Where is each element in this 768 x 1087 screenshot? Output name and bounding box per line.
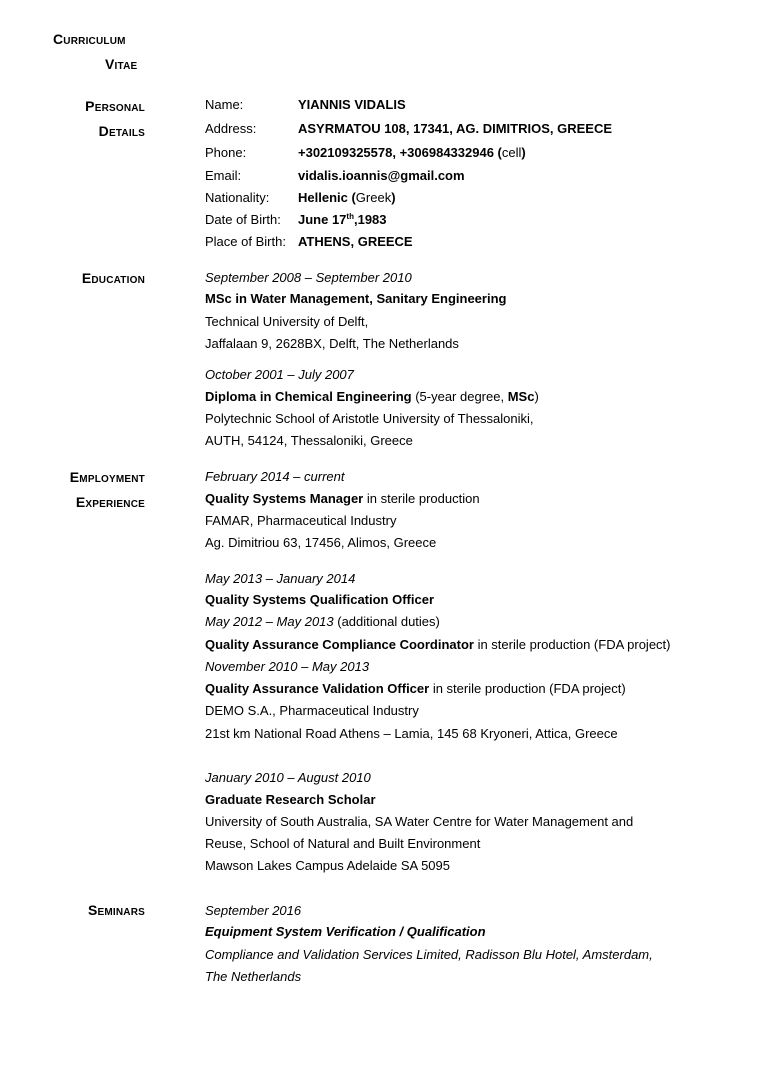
demo-role1: [205, 589, 434, 611]
phone-label: Phone:: [205, 145, 247, 160]
famar-address: Ag. Dimitriou 63, 17456, Alimos, Greece: [205, 535, 437, 550]
personal-address-row: [205, 118, 612, 140]
famar-dates: February 2014 – current: [205, 469, 345, 484]
edu1-dates: September 2008 – September 2010: [205, 270, 412, 285]
phone-value: +302109325578, +306984332946 (: [298, 145, 502, 160]
unisa-role: [205, 789, 376, 811]
demo-role1-title: Quality Systems Qualification Officer: [205, 592, 435, 607]
personal-nationality-row: [205, 187, 396, 209]
edu2-dates: October 2001 – July 2007: [205, 367, 354, 382]
nationality-close: ): [391, 190, 396, 205]
unisa-dates: January 2010 – August 2010: [205, 770, 371, 785]
unisa-role-title: Graduate Research Scholar: [205, 792, 376, 807]
personal-email-row: [205, 165, 465, 187]
seminar-org-line2: The Netherlands: [205, 969, 302, 984]
nationality-label: Nationality:: [205, 190, 270, 205]
personal-phone-row: [205, 142, 526, 164]
edu2-institution: Polytechnic School of Aristotle University of Thessaloniki,: [205, 411, 534, 426]
cv-title-line1: Curriculum: [53, 31, 126, 47]
unisa-address: Mawson Lakes Campus Adelaide SA 5095: [205, 858, 450, 873]
address-value: ASYRMATOU 108, 17341, AG. DIMITRIOS, GREECE: [298, 121, 613, 136]
demo-role3-title: Quality Assurance Validation Officer: [205, 681, 430, 696]
demo-dates2-note: (additional duties): [333, 614, 440, 629]
edu1-degree-text: MSc in Water Management, Sanitary Engineering: [205, 291, 507, 306]
phone-cell-note: cell: [501, 145, 522, 160]
name-value: YIANNIS VIDALIS: [298, 97, 406, 112]
demo-address: 21st km National Road Athens – Lamia, 145 68 Kryoneri, Attica, Greece: [205, 726, 618, 741]
section-heading-education: Education: [81, 270, 145, 286]
demo-dates2-row: [205, 611, 440, 633]
cv-title-line2: Vitae: [105, 56, 138, 72]
personal-dob-row: [205, 209, 387, 231]
unisa-desc-line2: Reuse, School of Natural and Built Environment: [205, 836, 481, 851]
email-label: Email:: [205, 168, 242, 183]
pob-value: ATHENS, GREECE: [298, 234, 413, 249]
dob-label: Date of Birth:: [205, 212, 281, 227]
name-label: Name:: [205, 97, 244, 112]
nationality-paren: Greek: [355, 190, 392, 205]
demo-dates2: May 2012 – May 2013: [205, 614, 334, 629]
section-heading-employment: [0, 465, 145, 515]
demo-role2-title: Quality Assurance Compliance Coordinator: [205, 637, 474, 652]
dob-suffix: th: [346, 212, 354, 221]
personal-pob-row: [205, 231, 413, 253]
personal-heading-line1: Personal: [85, 98, 145, 114]
demo-role3: [205, 678, 626, 700]
demo-dates3: November 2010 – May 2013: [205, 659, 370, 674]
edu1-institution: Technical University of Delft,: [205, 314, 369, 329]
address-label: Address:: [205, 121, 257, 136]
employment-heading-line1: Employment: [69, 469, 145, 485]
phone-close: ): [521, 145, 526, 160]
seminar-dates: September 2016: [205, 903, 302, 918]
edu1-degree: [205, 288, 506, 310]
famar-role: [205, 488, 480, 510]
edu2-note-bold: MSc: [507, 389, 535, 404]
edu2-degree-text: Diploma in Chemical Engineering: [205, 389, 412, 404]
dob-value: June 17: [298, 212, 347, 227]
demo-dates1: May 2013 – January 2014: [205, 571, 356, 586]
pob-label: Place of Birth:: [205, 234, 286, 249]
unisa-desc-line1: University of South Australia, SA Water Centre for Water Management and: [205, 814, 634, 829]
famar-role-title: Quality Systems Manager: [205, 491, 364, 506]
edu2-note-close: ): [534, 389, 539, 404]
section-heading-personal: [0, 94, 145, 144]
demo-role2-suffix: in sterile production (FDA project): [473, 637, 671, 652]
seminar-title-row: [205, 921, 486, 943]
section-heading-seminars: Seminars: [87, 902, 145, 918]
personal-heading-line2: Details: [98, 123, 145, 139]
famar-role-suffix: in sterile production: [363, 491, 480, 506]
dob-year: ,1983: [353, 212, 387, 227]
edu2-address: AUTH, 54124, Thessaloniki, Greece: [205, 433, 413, 448]
edu2-degree: [205, 386, 539, 408]
demo-company: DEMO S.A., Pharmaceutical Industry: [205, 703, 419, 718]
seminar-org-line1: Compliance and Validation Services Limited, Radisson Blu Hotel, Amsterdam,: [205, 947, 653, 962]
nationality-value: Hellenic (: [298, 190, 356, 205]
edu1-address: Jaffalaan 9, 2628BX, Delft, The Netherlands: [205, 336, 459, 351]
famar-company: FAMAR, Pharmaceutical Industry: [205, 513, 397, 528]
employment-heading-line2: Experience: [75, 494, 145, 510]
edu2-note-open: (5-year degree,: [411, 389, 508, 404]
demo-role3-suffix: in sterile production (FDA project): [429, 681, 626, 696]
demo-role2: [205, 634, 671, 656]
seminar-title: Equipment System Verification / Qualification: [205, 924, 486, 939]
email-value: vidalis.ioannis@gmail.com: [298, 168, 465, 183]
personal-name-row: [205, 94, 406, 116]
